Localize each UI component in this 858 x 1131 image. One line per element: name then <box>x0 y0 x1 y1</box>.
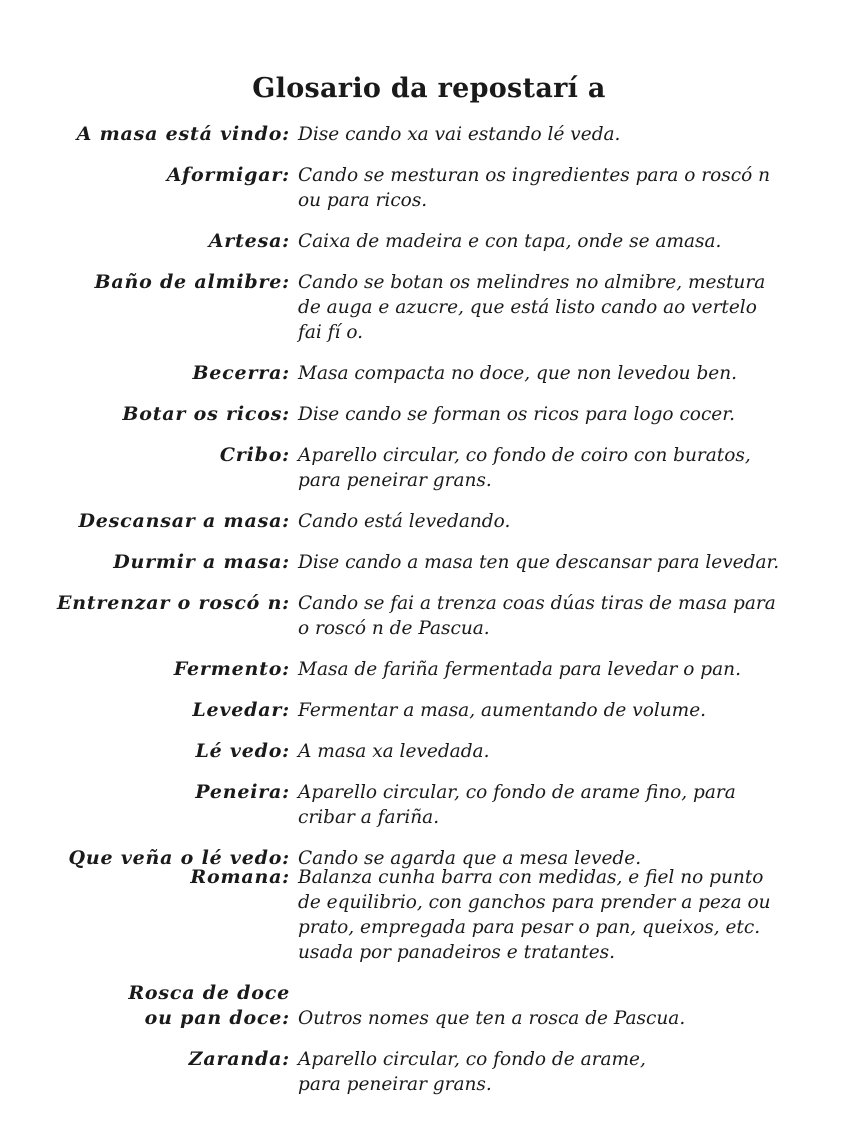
definition-line: Aparello circular, co fondo de arame, <box>298 1049 646 1070</box>
glossary-entry <box>0 550 858 575</box>
glossary-entry <box>0 591 858 641</box>
definition-line: de auga e azucre, que está listo cando ao vertelo <box>298 297 757 318</box>
definition-line: de equilibrio, con ganchos para prender a peza ou <box>298 892 771 913</box>
glossary-entry <box>0 981 858 1031</box>
glossary-term: Romana: <box>190 866 290 888</box>
glossary-entry <box>0 509 858 534</box>
glossary-entry <box>0 865 858 965</box>
glossary-definition <box>290 270 770 345</box>
glossary-entry <box>0 1047 858 1097</box>
glossary-term: Cribo: <box>219 444 290 466</box>
glossary-definition <box>290 443 770 493</box>
glossary-entry <box>0 402 858 427</box>
definition-line: Cando está levedando. <box>298 511 511 532</box>
glossary-term: Aformigar: <box>166 164 290 186</box>
definition-line: Balanza cunha barra con medidas, e fiel no punto <box>298 867 764 888</box>
glossary-entry <box>0 361 858 386</box>
glossary-definition <box>290 402 770 427</box>
definition-line: Cando se botan os melindres no almibre, mestura <box>298 272 766 293</box>
glossary-entry <box>0 229 858 254</box>
definition-line: Fermentar a masa, aumentando de volume. <box>298 700 707 721</box>
definition-line: Masa compacta no doce, que non levedou ben. <box>298 363 738 384</box>
definition-line: Cando se mesturan os ingredientes para o roscó n <box>298 165 771 186</box>
glossary-definition <box>290 550 780 575</box>
definition-line <box>298 981 770 1006</box>
definition-line: Aparello circular, co fondo de arame fino, para <box>298 782 736 803</box>
definition-line: ou para ricos. <box>298 190 428 211</box>
glossary-term: Lé vedo: <box>195 740 290 762</box>
definition-line: Dise cando a masa ten que descansar para levedar. <box>298 552 780 573</box>
glossary-definition <box>290 657 770 682</box>
definition-line: fai fí o. <box>298 322 364 343</box>
definition-line: Dise cando xa vai estando lé veda. <box>298 124 621 145</box>
glossary-definition <box>290 780 770 830</box>
glossary-term: Entrenzar o roscó n: <box>56 592 290 614</box>
definition-line: Outros nomes que ten a rosca de Pascua. <box>298 1008 686 1029</box>
glossary-entry <box>0 739 858 764</box>
glossary-definition <box>290 361 770 386</box>
definition-line: usada por panadeiros e tratantes. <box>298 942 616 963</box>
glossary-term: Descansar a masa: <box>78 510 290 532</box>
definition-line: Caixa de madeira e con tapa, onde se amasa. <box>298 231 722 252</box>
glossary-term: Artesa: <box>208 230 290 252</box>
glossary-term: Botar os ricos: <box>122 403 290 425</box>
glossary-term: Zaranda: <box>188 1048 290 1070</box>
glossary-entry <box>0 780 858 830</box>
glossary-term: Rosca de doce ou pan doce: <box>128 982 290 1029</box>
definition-line: Cando se fai a trenza coas dúas tiras de masa para <box>298 593 776 614</box>
glossary-entry <box>0 698 858 723</box>
glossary-definition <box>290 163 770 213</box>
glossary-definition <box>290 229 770 254</box>
glossary-term: Becerra: <box>192 362 290 384</box>
definition-line: Masa de fariña fermentada para levedar o pan. <box>298 659 741 680</box>
definition-line: prato, empregada para pesar o pan, queixos, etc. <box>298 917 761 938</box>
glossary-entry <box>0 270 858 345</box>
glossary-term: Levedar: <box>192 699 290 721</box>
glossary-entry <box>0 122 858 147</box>
definition-line: o roscó n de Pascua. <box>298 618 490 639</box>
definition-line: Dise cando se forman os ricos para logo cocer. <box>298 404 735 425</box>
definition-line: cribar a fariña. <box>298 807 440 828</box>
glossary-term: A masa está vindo: <box>76 123 290 145</box>
glossary-entry <box>0 657 858 682</box>
glossary-entry <box>0 443 858 493</box>
glossary-definition <box>290 591 776 641</box>
page-title: Glosario da repostarí a <box>252 73 606 104</box>
glossary-definition <box>290 1047 770 1097</box>
definition-line: Cando se agarda que a mesa levede. <box>298 848 642 869</box>
glossary-term: Peneira: <box>195 781 290 803</box>
glossary-definition <box>290 865 770 965</box>
definition-line: para peneirar grans. <box>298 1074 492 1095</box>
definition-line: para peneirar grans. <box>298 470 492 491</box>
definition-line: A masa xa levedada. <box>298 741 490 762</box>
glossary-definition <box>290 122 770 147</box>
glossary-term: Durmir a masa: <box>113 551 290 573</box>
glossary-definition <box>290 981 770 1031</box>
definition-line: Aparello circular, co fondo de coiro con buratos, <box>298 445 751 466</box>
glossary-definition <box>290 698 770 723</box>
glossary-definition <box>290 739 770 764</box>
glossary-term: Que veña o lé vedo: <box>68 847 290 869</box>
glossary-definition <box>290 509 770 534</box>
glossary-entry <box>0 163 858 213</box>
glossary-term: Fermento: <box>173 658 290 680</box>
glossary-list <box>0 122 858 1097</box>
glossary-term: Baño de almibre: <box>94 271 290 293</box>
